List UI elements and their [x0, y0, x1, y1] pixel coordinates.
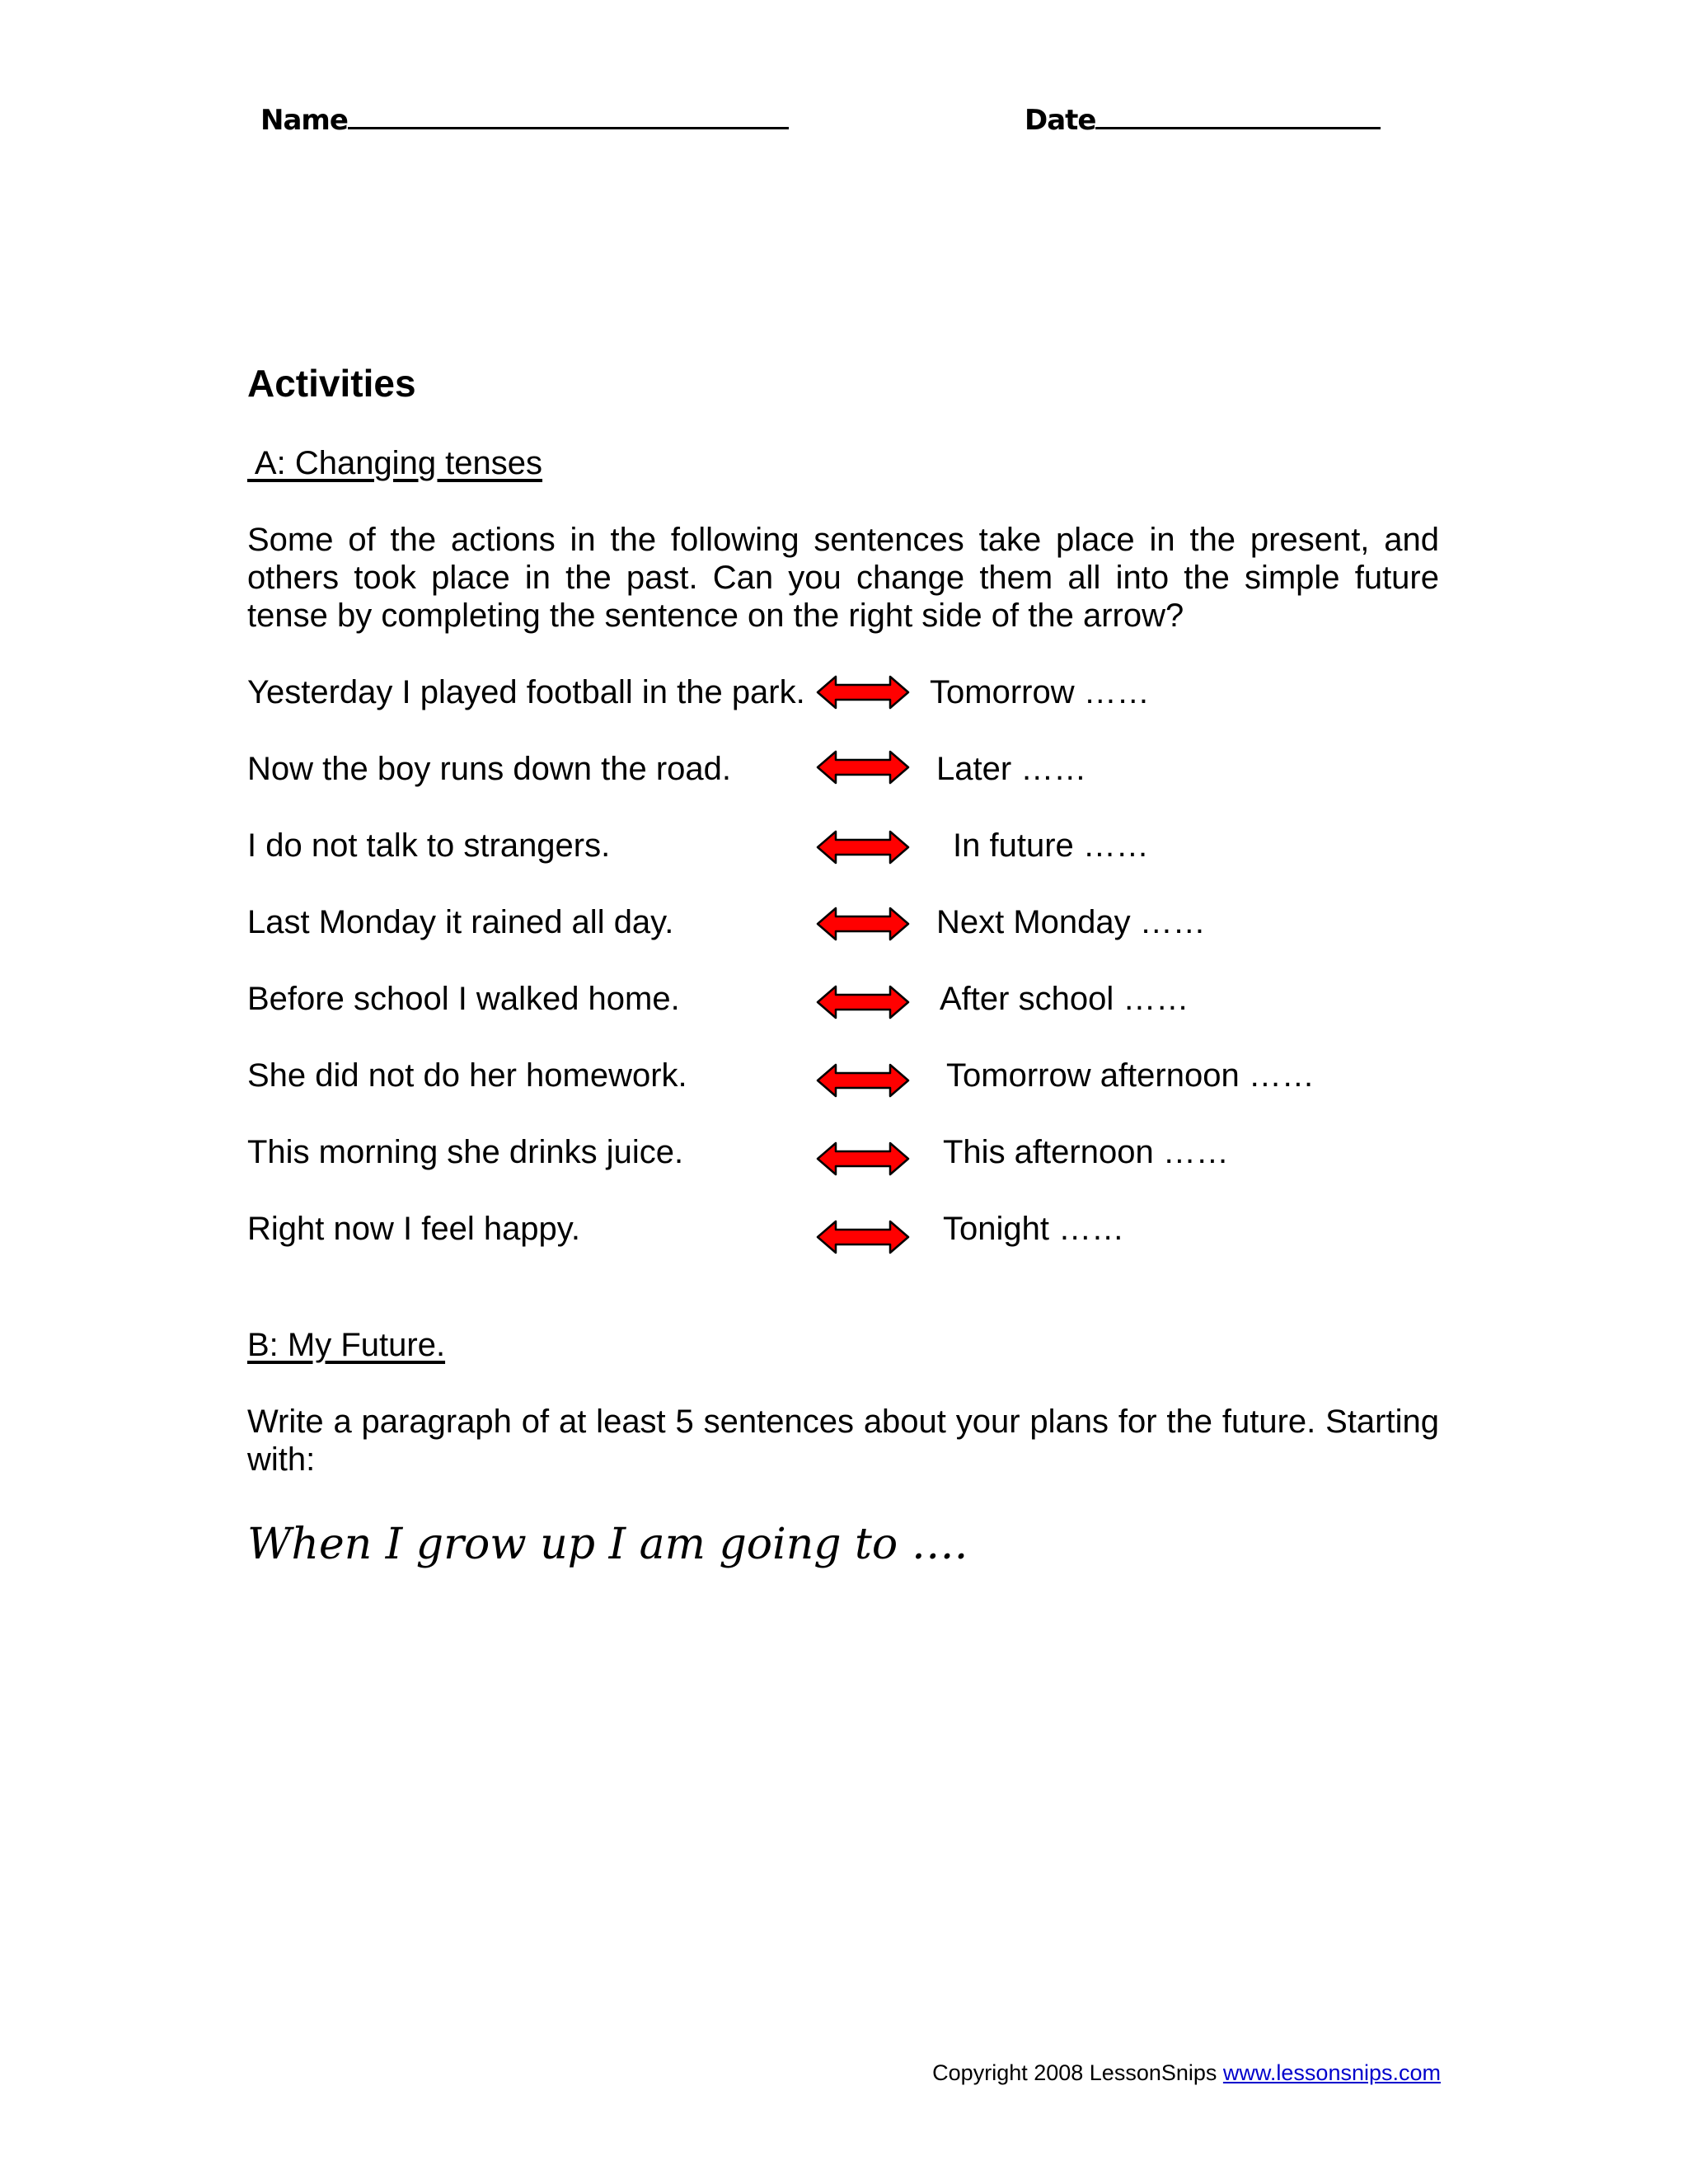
lessonsnips-link[interactable]: www.lessonsnips.com: [1222, 2060, 1441, 2085]
future-sentence-prompt: Tomorrow ……: [930, 674, 1150, 710]
future-sentence-prompt: Tonight ……: [943, 1211, 1125, 1247]
present-past-sentence: Before school I walked home.: [247, 981, 680, 1017]
double-arrow-icon: [816, 829, 910, 865]
date-blank-line[interactable]: [1095, 101, 1381, 129]
present-past-sentence: Now the boy runs down the road.: [247, 751, 732, 787]
double-arrow-icon: [816, 1062, 910, 1099]
double-arrow-icon: [816, 1141, 910, 1177]
double-arrow-icon: [816, 906, 910, 942]
copyright-text: Copyright 2008 LessonSnips: [932, 2060, 1223, 2085]
present-past-sentence: I do not talk to strangers.: [247, 827, 611, 864]
present-past-sentence: This morning she drinks juice.: [247, 1134, 684, 1170]
page-title: Activities: [247, 362, 416, 405]
future-sentence-prompt: Tomorrow afternoon ……: [946, 1057, 1315, 1094]
future-sentence-prompt: After school ……: [940, 981, 1189, 1017]
double-arrow-icon: [816, 749, 910, 785]
date-label: Date: [1025, 104, 1096, 137]
section-b-title: B: My Future.: [247, 1327, 446, 1363]
present-past-sentence: She did not do her homework.: [247, 1057, 687, 1094]
name-label: Name: [260, 104, 348, 137]
double-arrow-icon: [816, 674, 910, 710]
name-blank-line[interactable]: [348, 101, 789, 129]
future-sentence-prompt: Next Monday ……: [936, 904, 1206, 940]
future-sentence-prompt: Later ……: [936, 751, 1087, 787]
future-sentence-prompt: In future ……: [953, 827, 1149, 864]
sentence-starter: When I grow up I am going to ….: [247, 1520, 968, 1569]
double-arrow-icon: [816, 1219, 910, 1255]
present-past-sentence: Right now I feel happy.: [247, 1211, 580, 1247]
double-arrow-icon: [816, 984, 910, 1020]
future-sentence-prompt: This afternoon ……: [943, 1134, 1229, 1170]
footer: [932, 2060, 1441, 2086]
section-b-instructions: Write a paragraph of at least 5 sentences about your plans for the future. Starting with:: [247, 1404, 1439, 1478]
section-a-title: A: Changing tenses: [247, 445, 543, 481]
present-past-sentence: Yesterday I played football in the park.: [247, 674, 805, 710]
present-past-sentence: Last Monday it rained all day.: [247, 904, 674, 940]
date-field: [1025, 101, 1381, 137]
section-a-instructions: Some of the actions in the following sentences take place in the present, and others took place in the past. Can you change them all into the simple future tense by completing the sentence on the right side of the arrow?: [247, 522, 1439, 634]
name-field: [260, 101, 789, 137]
